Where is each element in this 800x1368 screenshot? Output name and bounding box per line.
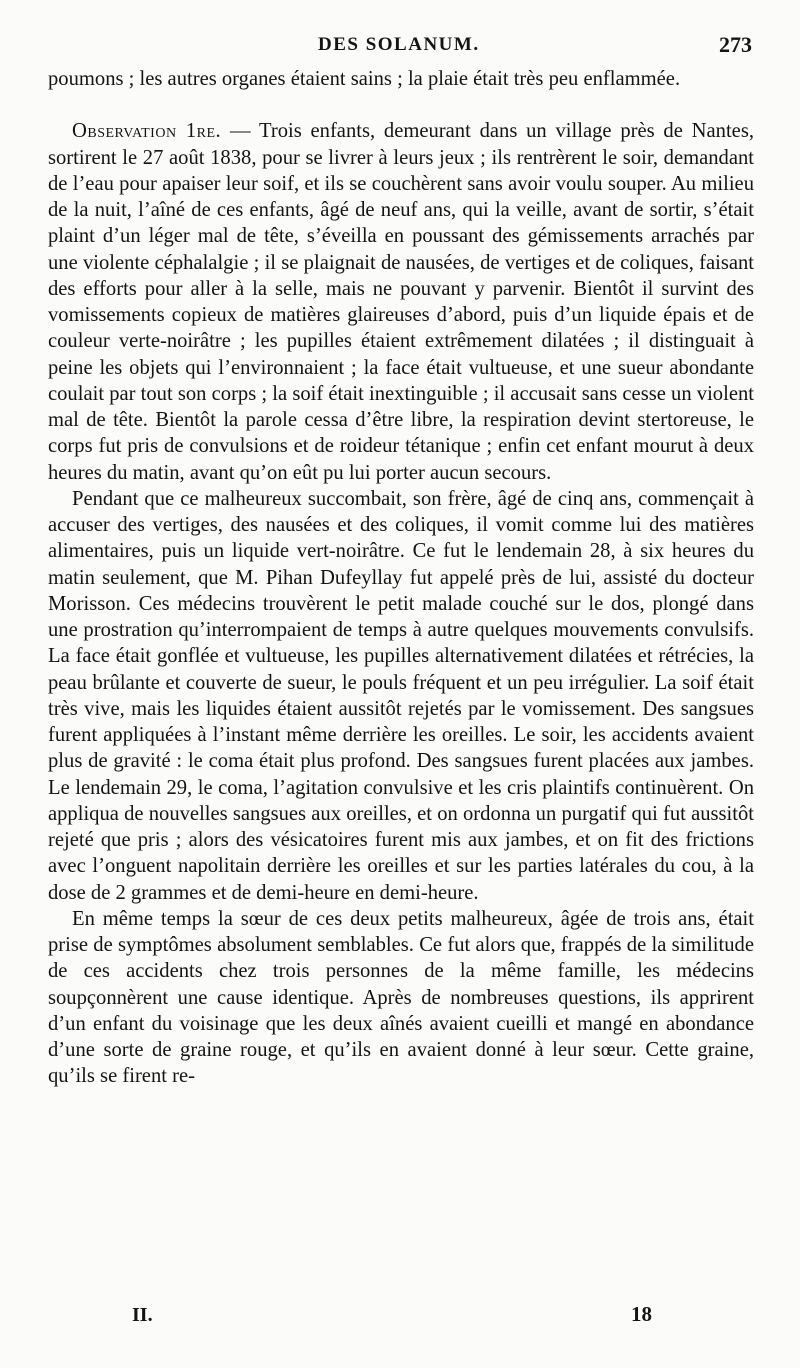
paragraph-continuation: poumons ; les autres organes étaient sains ; la plaie était très peu enflammée. [48, 68, 681, 90]
signature-mark: II. [132, 1304, 153, 1326]
observation-label: Observation 1re. [72, 120, 222, 143]
observation-text: — Trois enfants, demeurant dans un village près de Nantes, sortirent le 27 août 1838, pour se livrer à leurs jeux ; ils rentrèrent le soir, demandant de l’eau pour apaiser leur soif, et ils se couchèrent sans avoir voulu souper. Au milieu de la nuit, l’aîné de ces enfants, âgé de neuf ans, qui la veille, avant de sortir, s’était plaint d’un léger mal de tête, s’éveilla en poussant des gémissements arrachés par une violente céphalalgie ; il se plaignait de nausées, de vertiges et de coliques, faisant des efforts pour aller à la selle, mais ne pouvant y parvenir. Bientôt il survint des vomissements copieux de matières glaireuses d’abord, puis d’un liquide épais et de couleur verte-noirâtre ; les pupilles étaient extrêmement dilatées ; il distinguait à peine les objets qui l’environnaient ; la face était vultueuse, et une sueur abondante coulait par tout son corps ; la soif était inextinguible ; il accusait sans cesse un violent mal de tête. Bientôt la parole cessa d’être libre, la respiration devint stertoreuse, le corps fut pris de convulsions et de roideur tétanique ; enfin cet enfant mourut à deux heures du matin, avant qu’on eût pu lui porter aucun secours. [48, 120, 754, 484]
sheet-number: 18 [631, 1302, 652, 1326]
page-header [48, 32, 758, 60]
page-number: 273 [719, 32, 752, 57]
running-head: DES SOLANUM. [318, 34, 480, 55]
paragraph-sister: En même temps la sœur de ces deux petits malheureux, âgée de trois ans, était prise de symptômes absolument semblables. Ce fut alors que, frappés de la similitude de ces accidents chez trois personnes de la même famille, les médecins soupçonnèrent une cause identique. Après de nombreuses questions, ils apprirent d’un enfant du voisinage que les deux aînés avaient cueilli et mangé en abondance d’une sorte de graine rouge, et qu’ils en avaient donné à leur sœur. Cette graine, qu’ils se firent re- [48, 907, 754, 1088]
page-footer [132, 1302, 652, 1332]
body-text [48, 66, 754, 1090]
paragraph-observation [48, 118, 754, 486]
paragraph-brother: Pendant que ce malheureux succombait, son frère, âgé de cinq ans, commençait à accuser des vertiges, des nausées et des coliques, il vomit comme lui des matières alimentaires, puis un liquide vert-noirâtre. Ce fut le lendemain 28, à six heures du matin seulement, que M. Pihan Dufeyllay fut appelé près de lui, assisté du docteur Morisson. Ces médecins trouvèrent le petit malade couché sur le dos, plongé dans une prostration qu’interrompaient de temps à autre quelques mouvements convulsifs. La face était gonflée et vultueuse, les pupilles alternativement dilatées et rétrécies, la peau brûlante et couverte de sueur, le pouls fréquent et un peu irrégulier. La soif était très vive, mais les liquides étaient aussitôt rejetés par le vomissement. Des sangsues furent appliquées à l’instant même derrière les oreilles. Le soir, les accidents avaient plus de gravité : le coma était plus profond. Des sangsues furent placées aux jambes. Le lendemain 29, le coma, l’agitation convulsive et les cris plaintifs continuèrent. On appliqua de nouvelles sangsues aux oreilles, et on ordonna un purgatif qui fut aussitôt rejeté que pris ; alors des vésicatoires furent mis aux jambes, et on fit des frictions avec l’onguent napolitain derrière les oreilles et sur les parties latérales du cou, à la dose de 2 grammes et de demi-heure en demi-heure. [48, 487, 754, 904]
